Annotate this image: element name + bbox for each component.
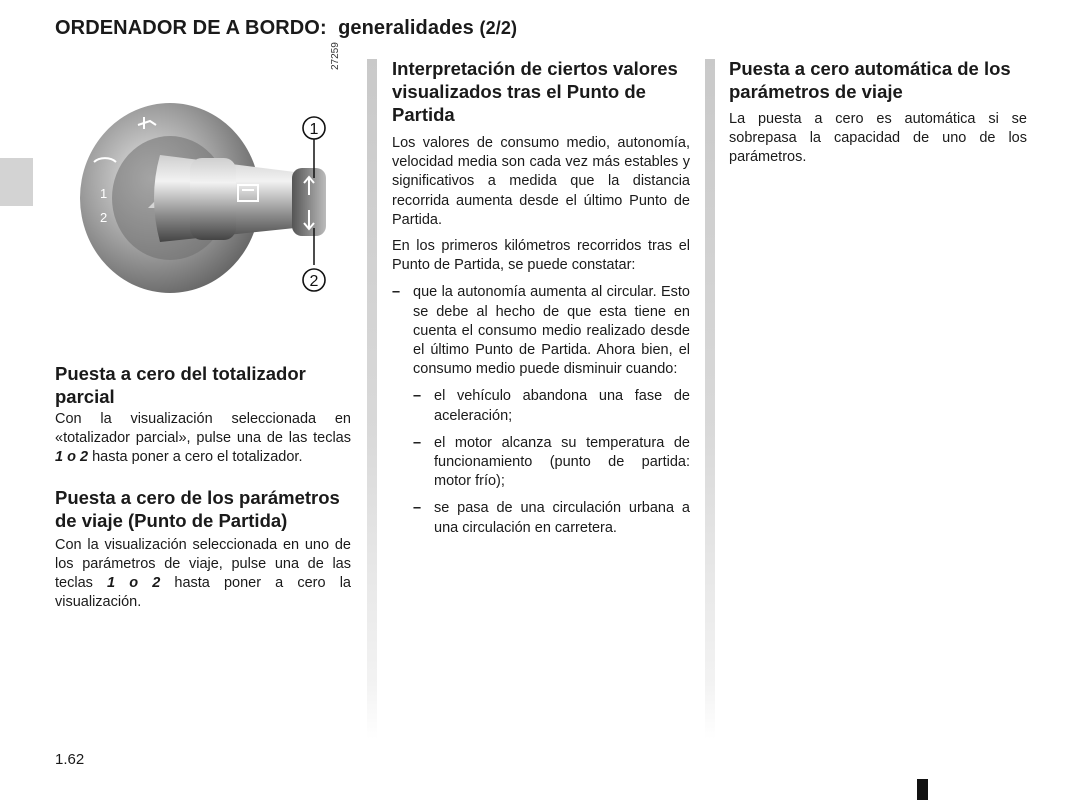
column-divider-2 bbox=[705, 59, 715, 739]
reset-params-text-a: Con la visualización seleccionada en uno de los parámetros de viaje, pulse una de las teclas bbox=[55, 536, 351, 592]
reset-trip-text-a: Con la visualización seleccionada en «totalizador parcial», pulse una de las teclas bbox=[55, 411, 351, 447]
dial-mark-1: 1 bbox=[100, 186, 108, 201]
callout-label-2: 2 bbox=[309, 273, 319, 290]
reset-trip-heading: Puesta a cero del totalizador parcial bbox=[55, 363, 306, 407]
interpretation-para-2: En los primeros kilómetros recorridos tras el Punto de Partida, se puede constatar: bbox=[392, 238, 690, 274]
sub-list-item bbox=[413, 387, 690, 425]
auto-reset-heading: Puesta a cero automática de los parámetros de viaje bbox=[729, 58, 1011, 102]
key-2-ref: 2 bbox=[80, 449, 89, 466]
title-part: (2/2) bbox=[479, 18, 518, 38]
dial-mark-2: 2 bbox=[100, 210, 108, 225]
reset-trip-text-b: hasta poner a cero el totalizador. bbox=[88, 449, 303, 466]
reset-params-text-b: hasta poner a cero la visualización. bbox=[55, 575, 351, 611]
stalk-ring bbox=[190, 158, 236, 240]
key-conj: o bbox=[63, 449, 80, 466]
bullet-dash: – bbox=[392, 284, 401, 301]
list-item-text: que la autonomía aumenta al circular. Esto se debe al hecho de que esta tiene en cuenta el consumo medio realizado desde el último Punto de Partida. Ahora bien, el consumo medio puede disminuir cuando: bbox=[413, 284, 690, 378]
key-1-ref: 1 bbox=[107, 575, 116, 592]
page-title bbox=[55, 17, 517, 40]
sub-list bbox=[392, 387, 690, 537]
interpretation-list bbox=[392, 283, 690, 537]
key-conj: o bbox=[115, 575, 153, 592]
figure-ref-code: 27259 bbox=[330, 42, 341, 70]
column-divider-1 bbox=[367, 59, 377, 739]
right-column bbox=[729, 57, 1027, 168]
interpretation-heading: Interpretación de ciertos valores visualizados tras el Punto de Partida bbox=[392, 58, 678, 125]
sub-list-item-text: se pasa de una circulación urbana a una circulación en carretera. bbox=[434, 500, 690, 536]
list-item bbox=[392, 283, 690, 379]
bullet-dash: – bbox=[413, 500, 422, 517]
left-column bbox=[55, 362, 351, 612]
sub-list-item bbox=[413, 434, 690, 492]
callout-label-1: 1 bbox=[309, 121, 319, 138]
reset-trip-text bbox=[55, 410, 351, 468]
sub-list-item-text: el vehículo abandona una fase de aceleración; bbox=[434, 388, 690, 424]
page-number: 1.62 bbox=[55, 751, 85, 768]
reset-params-text bbox=[55, 536, 351, 613]
reset-params-heading: Puesta a cero de los parámetros de viaje (Punto de Partida) bbox=[55, 486, 340, 531]
bullet-dash: – bbox=[413, 388, 422, 405]
end-mark bbox=[917, 779, 928, 800]
title-sub: generalidades bbox=[338, 17, 474, 39]
auto-reset-text: La puesta a cero es automática si se sobrepasa la capacidad de uno de los parámetros. bbox=[729, 111, 1027, 166]
key-2-ref: 2 bbox=[152, 575, 161, 592]
title-main: ORDENADOR DE A BORDO: bbox=[55, 17, 327, 39]
key-1-ref: 1 bbox=[55, 449, 64, 466]
interpretation-para-1: Los valores de consumo medio, autonomía, velocidad media son cada vez más estables y significativos a medida que la distancia recorrida aumenta desde el último Punto de Partida. bbox=[392, 135, 690, 228]
sub-list-item-text: el motor alcanza su temperatura de funcionamiento (punto de partida: motor frío); bbox=[434, 434, 690, 490]
bullet-dash: – bbox=[413, 434, 422, 451]
sub-list-item bbox=[413, 499, 690, 537]
stalk-illustration bbox=[70, 100, 345, 315]
section-tab bbox=[0, 158, 33, 206]
middle-column bbox=[392, 57, 690, 546]
